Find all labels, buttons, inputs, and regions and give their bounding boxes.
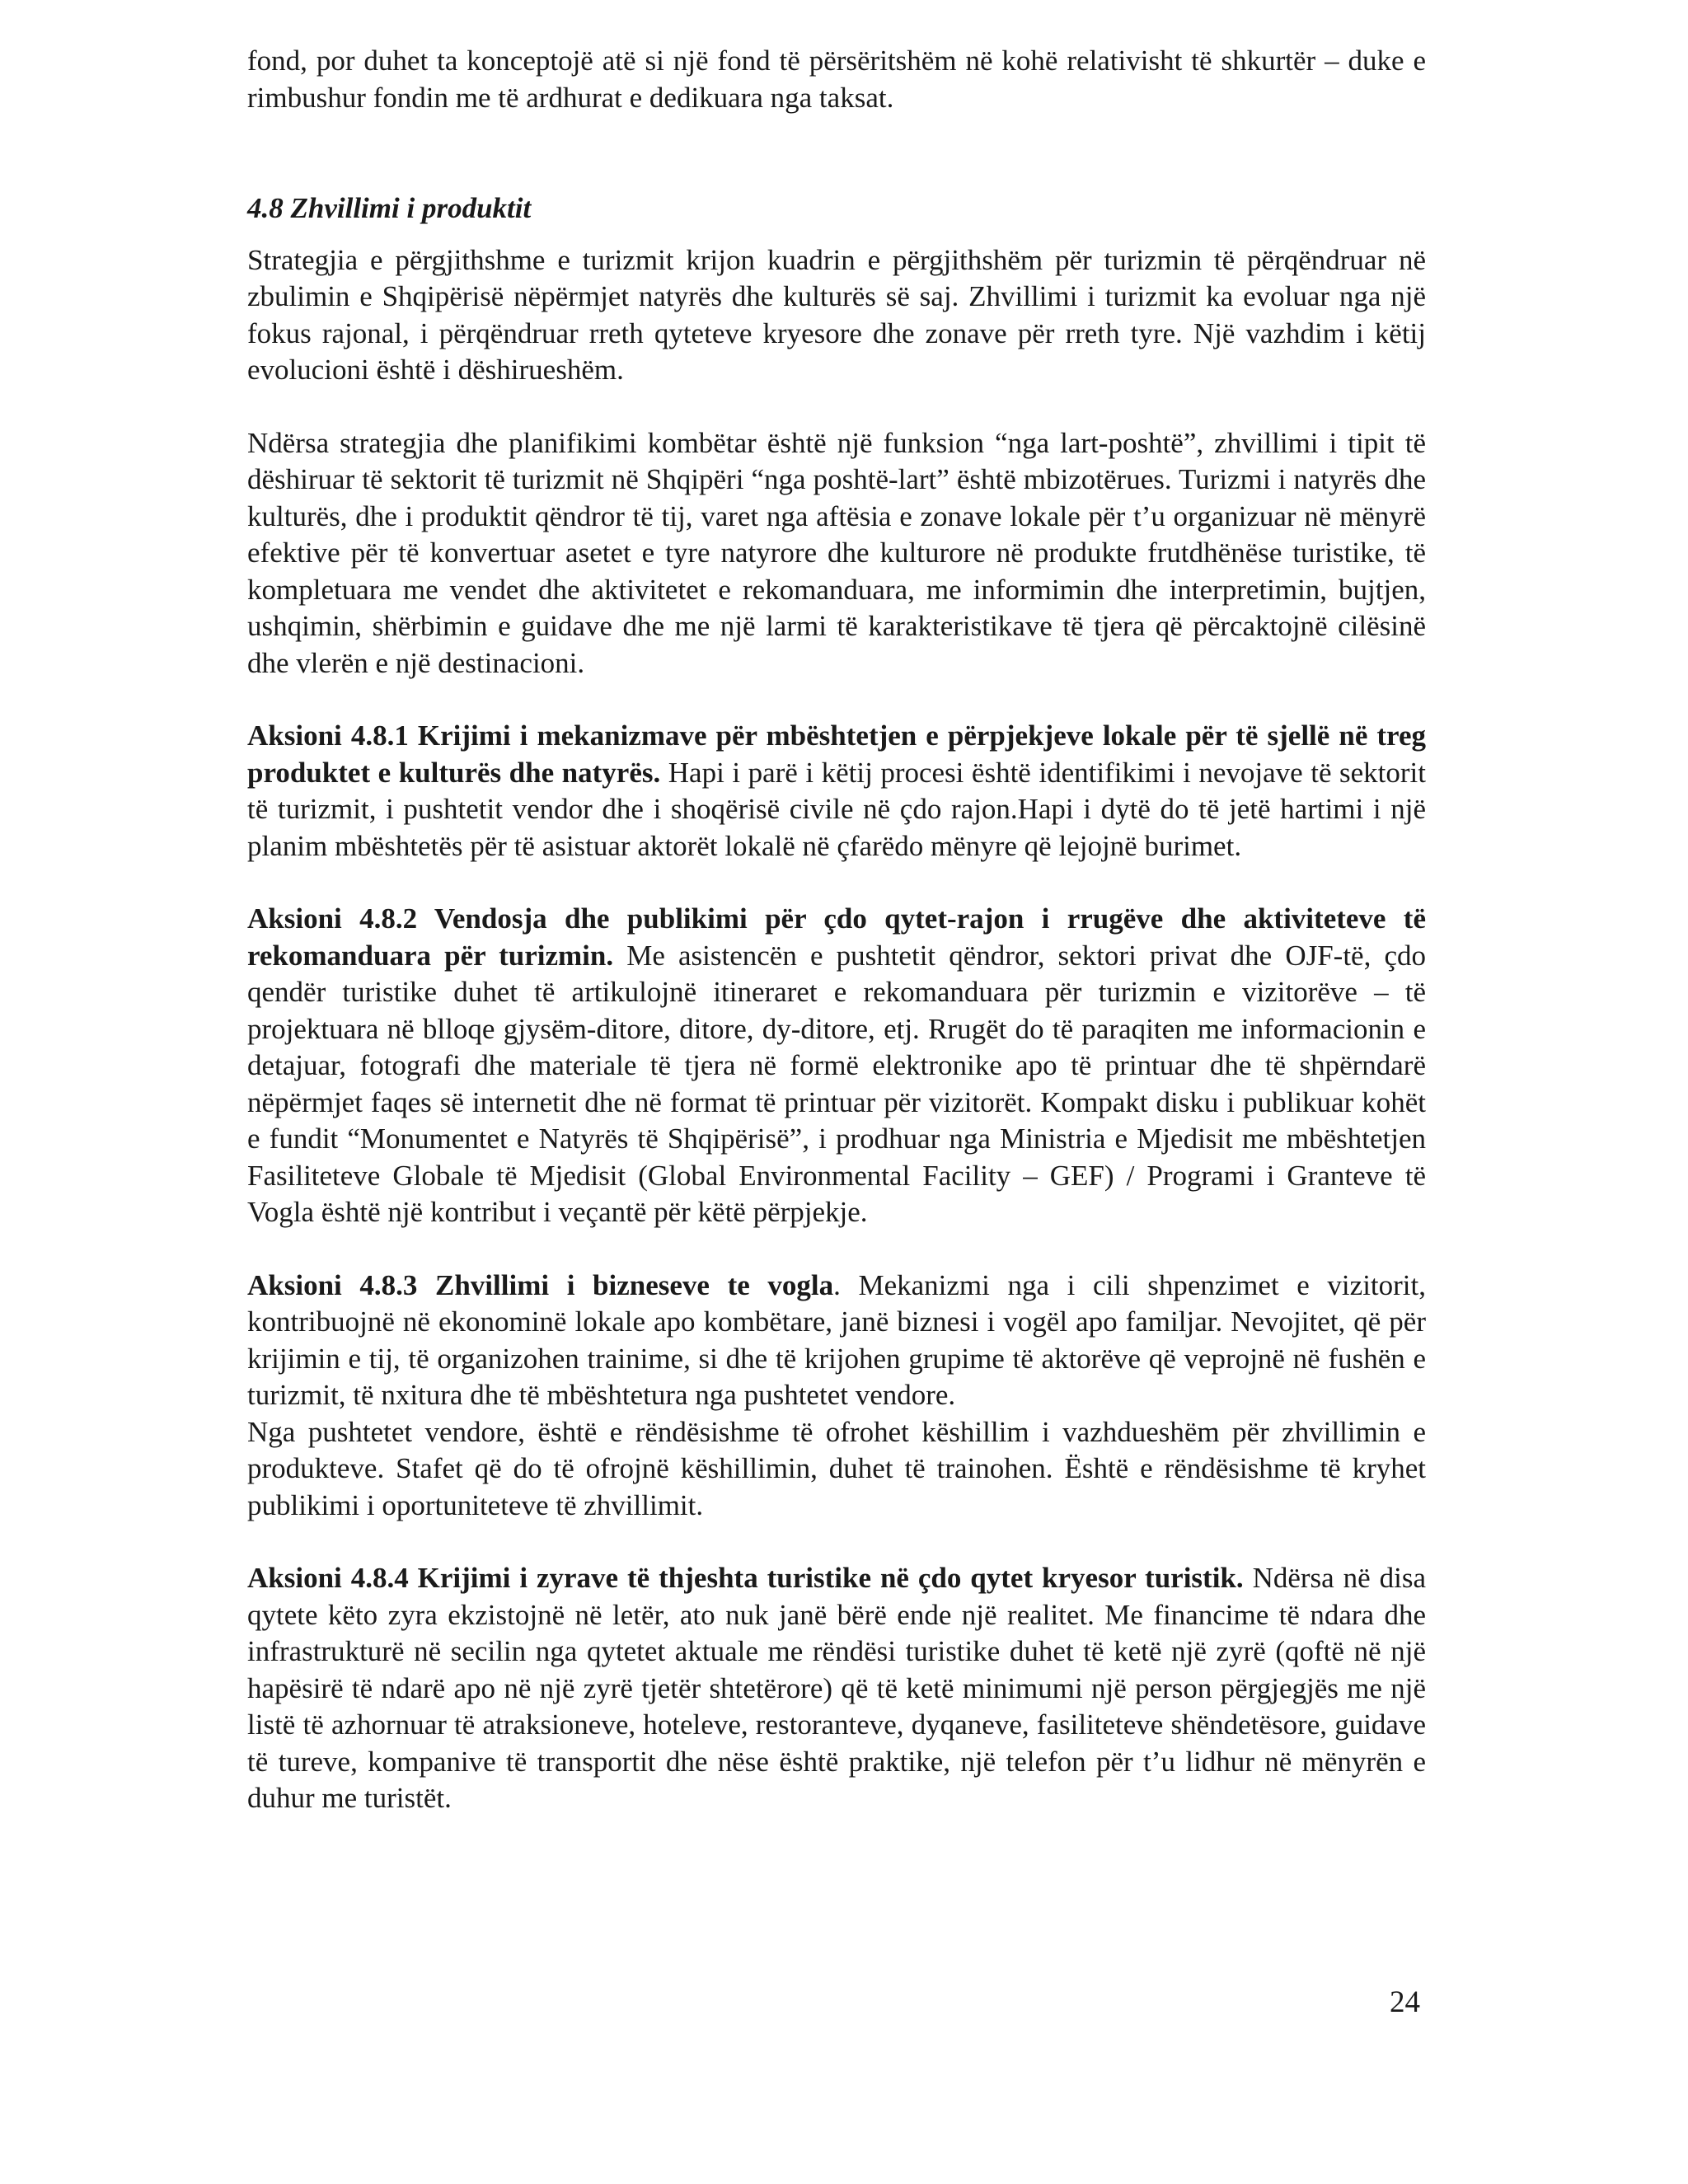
section-heading: 4.8 Zhvillimi i produktit: [247, 192, 532, 224]
intro-paragraph: fond, por duhet ta konceptojë atë si një fond të përsëritshëm në kohë relativisht të shkurtër – duke e rimbushur fondin me të ardhurat e dedikuara nga taksat.: [247, 45, 1426, 114]
action-4-8-4: [247, 1560, 1426, 1817]
action-title: Aksioni 4.8.2 Vendosja dhe publikimi për çdo qytet-rajon i rrugëve dhe aktiviteteve të rekomanduara për turizmin.: [247, 902, 1426, 972]
section-paragraph-2: Ndërsa strategjia dhe planifikimi kombëtar është një funksion “nga lart-poshtë”, zhvillimi i tipit të dëshiruar të sektorit të turizmit në Shqipëri “nga poshtë-lart” është mbizotërues. Turizmi i natyrës dhe kulturës, dhe i produktit qëndror të tij, varet nga aftësia e zonave lokale për t’u organizuar në mënyrë efektive për të konvertuar asetet e tyre natyrore dhe kulturore në produkte frutdhënëse turistike, të kompletuara me vendet dhe aktivitetet e rekomanduara, me informimin dhe interpretimin, bujtjen, ushqimin, shërbimin e guidave dhe me një larmi të karakteristikave të tjera që përcaktojnë cilësinë dhe vlerën e një destinacioni.: [247, 426, 1426, 679]
document-page: [247, 43, 1426, 1817]
action-4-8-3: [247, 1268, 1426, 1414]
action-title: Aksioni 4.8.1 Krijimi i mekanizmave për mbështetjen e përpjekjeve lokale për të sjellë në treg produktet e kulturës dhe natyrës.: [247, 719, 1426, 789]
action-text: . Mekanizmi nga i cili shpenzimet e vizitorit, kontribuojnë në ekonominë lokale apo kombëtare, janë biznesi i vogël apo familjar. Nevojitet, që për krijimin e tij, të organizohen trainime, si dhe të krijohen grupime të aktorëve që veprojnë në fushën e turizmit, të nxitura dhe të mbështetura nga pushtetet vendore.: [247, 1268, 1426, 1411]
action-text: Hapi i parë i këtij procesi është identifikimi i nevojave të sektorit të turizmit, i pushtetit vendor dhe i shoqërisë civile në çdo rajon.Hapi i dytë do të jetë hartimi i një planim mbështetës për të asistuar aktorët lokalë në çfarëdo mënyre që lejojnë burimet.: [247, 756, 1427, 862]
action-text: Me asistencën e pushtetit qëndror, sektori privat dhe OJF-të, çdo qendër turistike duhet të artikulojnë itineraret e rekomanduara për turizmin e vizitorëve – të projektuara në blloqe gjysëm-ditore, ditore, dy-ditore, etj. Rrugët do të paraqiten me informacionin e detajuar, fotografi dhe materiale të tjera në formë elektronike apo të printuar dhe të shpërndarë nëpërmjet faqes së internetit dhe në format të printuar për vizitorët. Kompakt disku i publikuar kohët e fundit “Monumentet e Natyrës të Shqipërisë”, i prodhuar nga Ministria e Mjedisit me mbështetjen Fasiliteteve Globale të Mjedisit (Global Environmental Facility – GEF) / Programi i Granteve të Vogla është një kontribut i veçantë për këtë përpjekje.: [247, 939, 1426, 1228]
section-paragraph-1: Strategjia e përgjithshme e turizmit krijon kuadrin e përgjithshëm për turizmin të përqëndruar në zbulimin e Shqipërisë nëpërmjet natyrës dhe kulturës së saj. Zhvillimi i turizmit ka evoluar nga një fokus rajonal, i përqëndruar rreth qyteteve kryesore dhe zonave për rreth tyre. Një vazhdim i këtij evolucioni është i dëshirueshëm.: [247, 243, 1426, 386]
action-4-8-3-continuation: Nga pushtetet vendore, është e rëndësishme të ofrohet këshillim i vazhdueshëm për zhvillimin e produkteve. Stafet që do të ofrojnë këshillimin, duhet të trainohen. Është e rëndësishme të kryhet publikimi i oportuniteteve të zhvillimit.: [247, 1415, 1426, 1521]
page-number: 24: [1390, 1985, 1420, 2019]
action-title: Aksioni 4.8.3 Zhvillimi i bizneseve te vogla: [247, 1268, 834, 1301]
action-4-8-2: [247, 901, 1426, 1231]
action-title: Aksioni 4.8.4 Krijimi i zyrave të thjeshta turistike në çdo qytet kryesor turistik.: [247, 1562, 1244, 1594]
action-text: Ndërsa në disa qytete këto zyra ekzistojnë në letër, ato nuk janë bërë ende një realitet. Me financime të ndara dhe infrastrukturë në secilin nga qytetet aktuale me rëndësi turistike duhet të ketë një zyrë (qoftë në një hapësirë të ndarë apo në një zyrë tjetër shtetërore) që të ketë minimumi një person përgjegjës me një listë të azhornuar të atraksioneve, hoteleve, restoranteve, dyqaneve, fasiliteteve shëndetësore, guidave të tureve, kompanive të transportit dhe nëse është praktike, një telefon për t’u lidhur në mënyrën e duhur me turistët.: [247, 1562, 1426, 1814]
action-4-8-1: [247, 718, 1426, 865]
